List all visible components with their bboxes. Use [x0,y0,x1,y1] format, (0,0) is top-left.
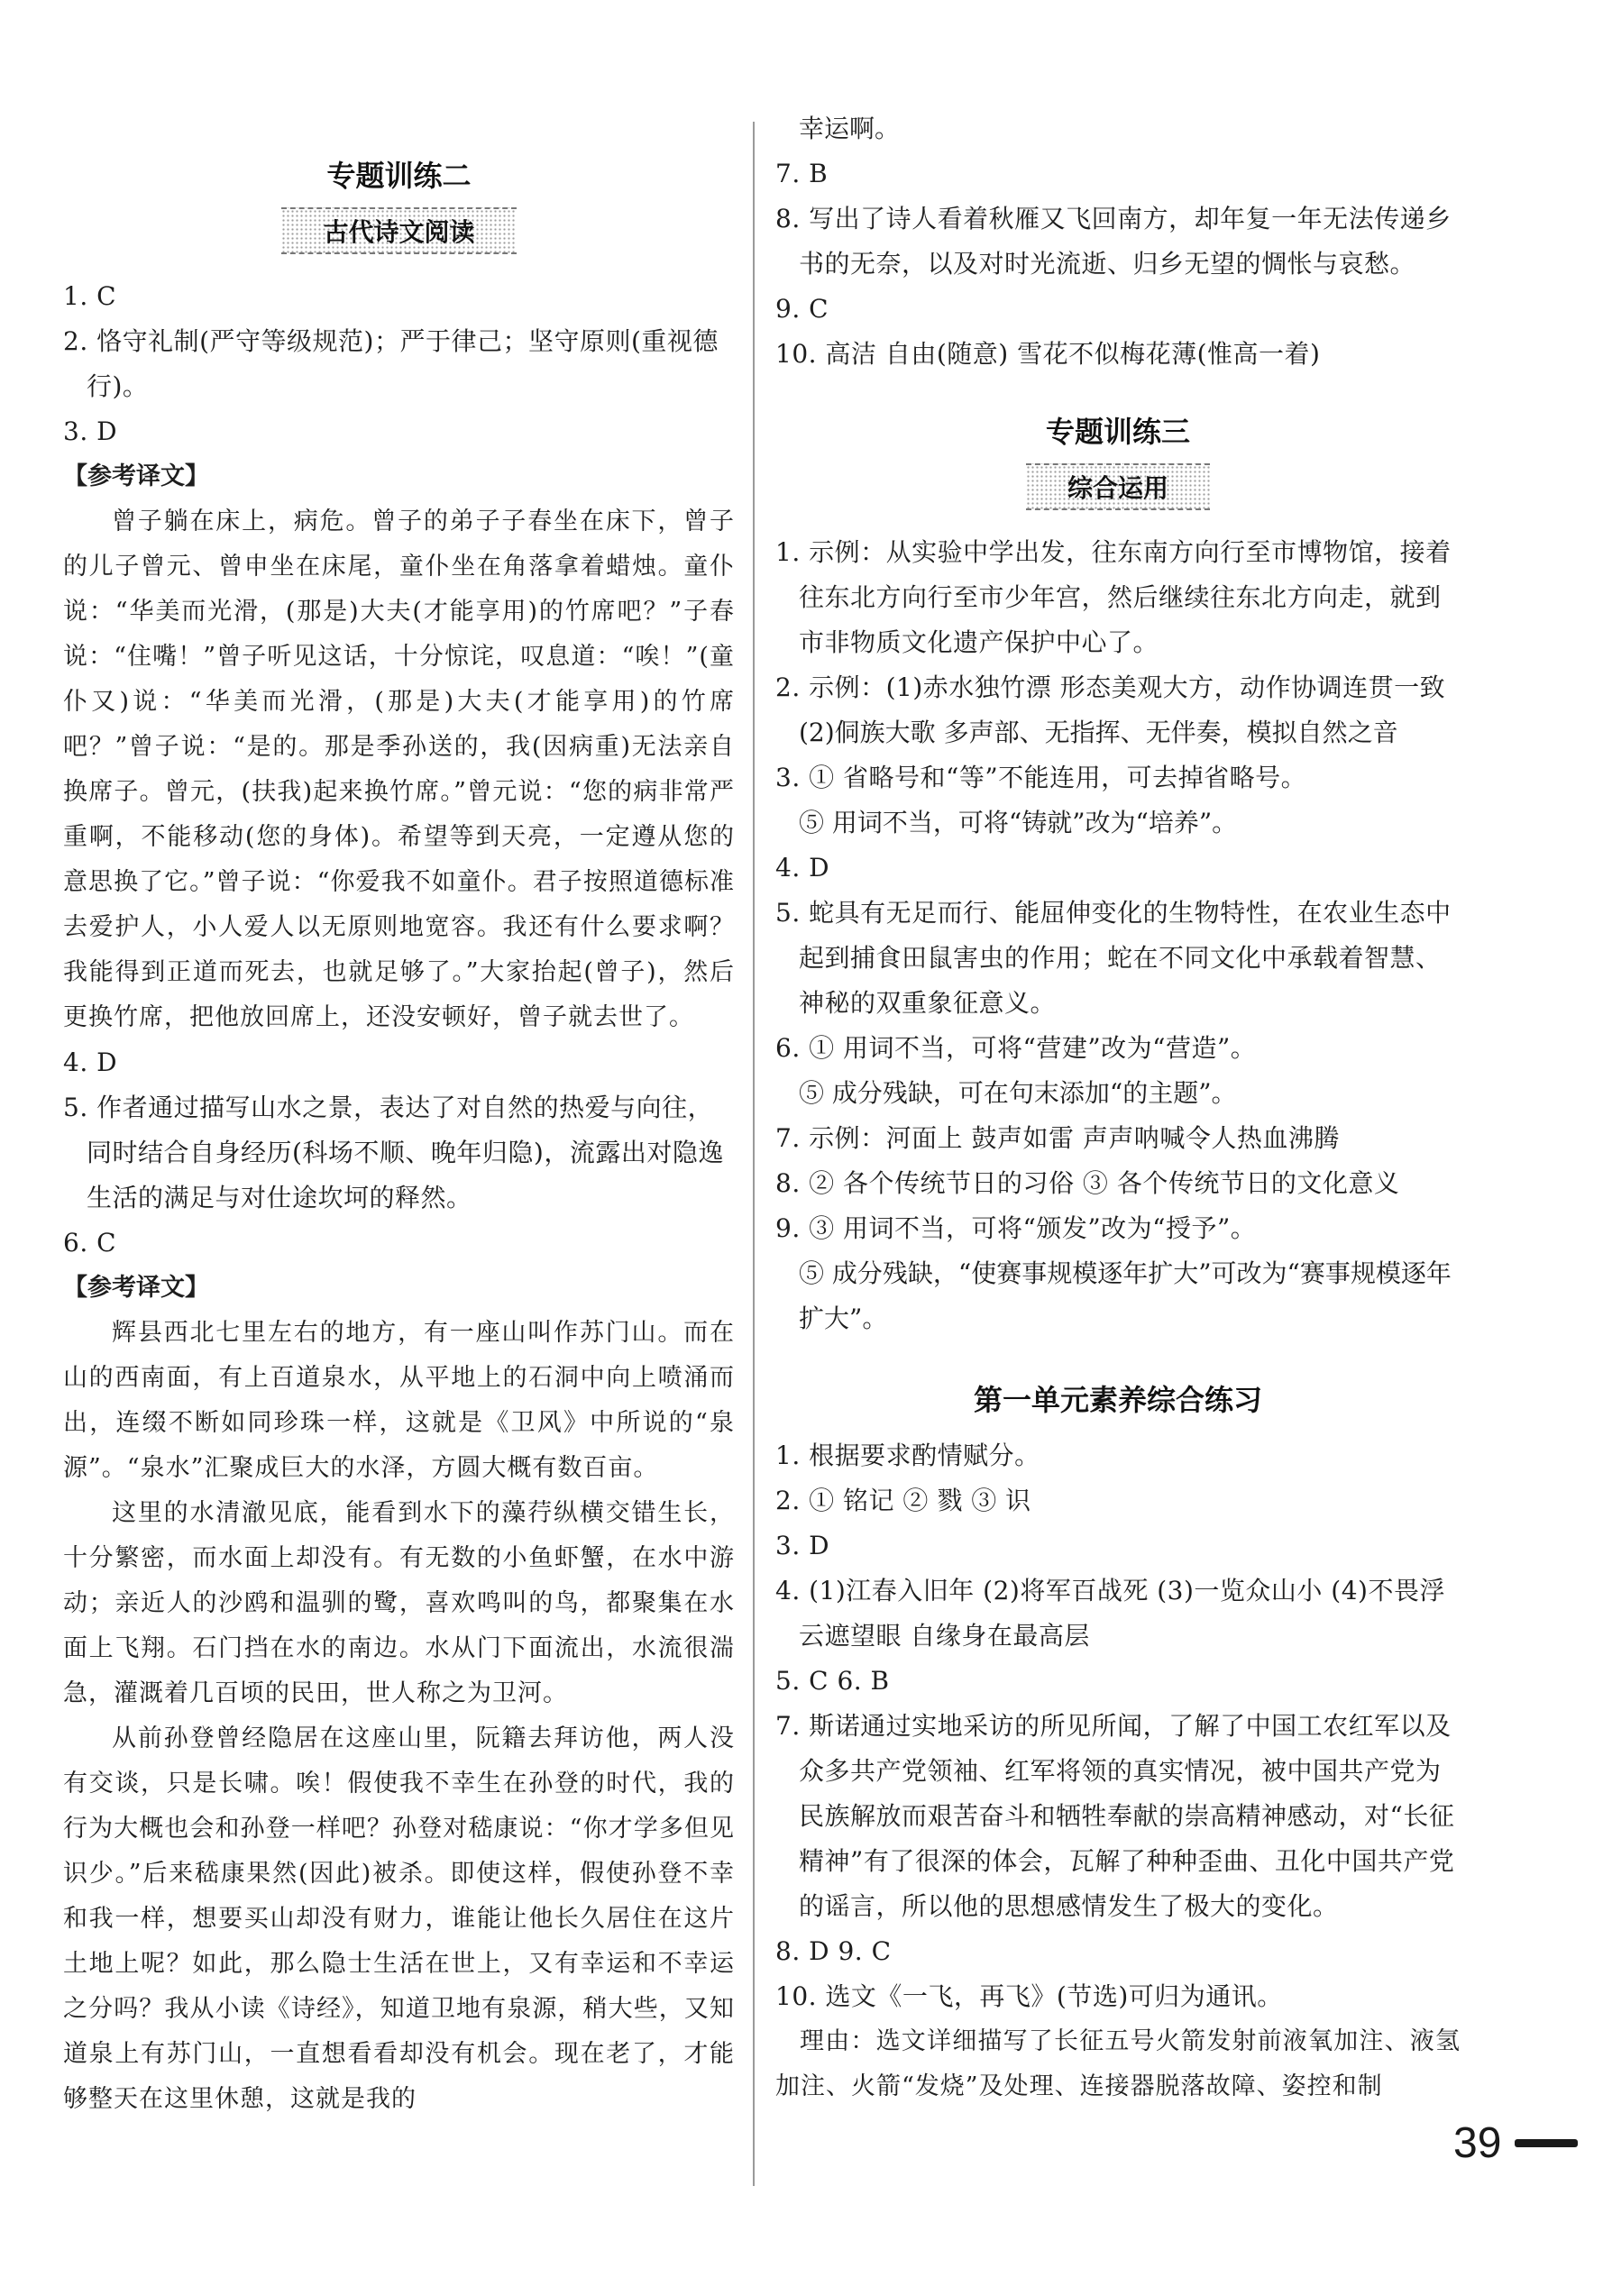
translation-paragraph: 辉县西北七里左右的地方，有一座山叫作苏门山。而在山的西南面，有上百道泉水，从平地上的石洞中向上喷涌而出，连缀不断如同珍珠一样，这就是《卫风》中所说的“泉源”。“泉水”汇聚成巨大的水泽，方圆大概有数百亩。 [63,1319,735,1482]
answer-2: 2. 示例：(1)赤水独竹漂 形态美观大方，动作协调连贯一致 [775,672,1446,702]
answer-3: 3. D [775,1531,830,1560]
answer-6: 6. C [63,1228,117,1258]
right-column [775,106,1461,2109]
page-number-bar [1515,2139,1578,2147]
answer-9: 9. C [775,294,829,324]
answer-3: 3. D [63,416,118,446]
answer-10: 10. 选文《一飞，再飞》(节选)可归为通讯。 [775,1981,1283,2011]
answer-3: 3. ① 省略号和“等”不能连用，可去掉省略号。 [775,763,1307,792]
answer-6: 6. ① 用词不当，可将“营建”改为“营造”。 [775,1033,1257,1063]
answer-8-9: 8. D 9. C [775,1936,892,1966]
column-divider [753,122,755,2186]
translation-paragraph: 这里的水清澈见底，能看到水下的藻荇纵横交错生长，十分繁密，而水面上却没有。有无数的小鱼虾蟹，在水中游动；亲近人的沙鸥和温驯的鹭，喜欢鸣叫的鸟，都聚集在水面上飞翔。石门挡在水的南边。水从门下面流出，水流很湍急，灌溉着几百顷的民田，世人称之为卫河。 [63,1499,735,1707]
section-title-2: 专题训练二 [326,159,472,193]
reference-translation-label: 【参考译文】 [63,462,209,490]
answer-7: 7. B [775,159,829,188]
answer-6-part-2: ⑤ 成分残缺，可在句末添加“的主题”。 [799,1078,1237,1108]
answer-8: 8. 写出了诗人看着秋雁又飞回南方，却年复一年无法传递乡书的无奈，以及对时光流逝、归乡无望的惆怅与哀愁。 [775,204,1452,279]
answer-1: 1. 示例：从实验中学出发，往东南方向行至市博物馆，接着往东北方向行至市少年宫，然后继续往东北方向走，就到市非物质文化遗产保护中心了。 [775,537,1452,657]
translation-paragraph: 曾子躺在床上，病危。曾子的弟子子春坐在床下，曾子的儿子曾元、曾申坐在床尾，童仆坐在角落拿着蜡烛。童仆说：“华美而光滑，(那是)大夫(才能享用)的竹席吧？”子春说：“住嘴！”曾子听见这话，十分惊诧，叹息道：“唉！”(童仆又)说：“华美而光滑，(那是)大夫(才能享用)的竹席吧？”曾子说：“是的。那是季孙送的，我(因病重)无法亲自换席子。曾元，(扶我)起来换竹席。”曾元说：“您的病非常严重啊，不能移动(您的身体)。希望等到天亮，一定遵从您的意思换了它。”曾子说：“你爱我不如童仆。君子按照道德标准去爱护人，小人爱人以无原则地宽容。我还有什么要求啊？我能得到正道而死去，也就足够了。”大家抬起(曾子)，然后更换竹席，把他放回席上，还没安顿好，曾子就去世了。 [63,508,735,1031]
answer-3-part-2: ⑤ 用词不当，可将“铸就”改为“培养”。 [799,808,1238,837]
answer-4: 4. (1)江春入旧年 (2)将军百战死 (3)一览众山小 (4)不畏浮云遮望眼 自缘身在最高层 [775,1576,1445,1651]
unit-title: 第一单元素养综合练习 [973,1383,1262,1417]
page-number: 39 [1453,2119,1502,2167]
answer-7: 7. 示例：河面上 鼓声如雷 声声呐喊令人热血沸腾 [775,1123,1340,1153]
answer-4: 4. D [775,853,830,883]
answer-4: 4. D [63,1047,118,1077]
continued-text: 幸运啊。 [799,114,901,143]
left-column [63,153,735,2122]
answer-5: 5. 蛇具有无足而行、能屈伸变化的生物特性，在农业生态中起到捕食田鼠害虫的作用；蛇在不同文化中承载着智慧、神秘的双重象征意义。 [775,898,1452,1018]
answer-5-6: 5. C 6. B [775,1666,890,1696]
section-title-3: 专题训练三 [1045,415,1190,449]
answer-2: 2. 恪守礼制(严守等级规范)；严于律己；坚守原则(重视德行)。 [63,326,719,401]
answer-1: 1. 根据要求酌情赋分。 [775,1441,1040,1470]
answer-8: 8. ② 各个传统节日的习俗 ③ 各个传统节日的文化意义 [775,1168,1400,1198]
reference-translation-label: 【参考译文】 [63,1274,209,1302]
answer-10-reason: 理由：选文详细描写了长征五号火箭发射前液氧加注、液氢加注、火箭“发烧”及处理、连接器脱落故障、姿控和制 [775,2027,1461,2100]
answer-2: 2. ① 铭记 ② 戮 ③ 识 [775,1486,1031,1515]
answer-1: 1. C [63,281,117,311]
section-subtitle-2: 古代诗文阅读 [281,207,516,254]
answer-9: 9. ③ 用词不当，可将“颁发”改为“授予”。 [775,1213,1257,1243]
translation-paragraph: 从前孙登曾经隐居在这座山里，阮籍去拜访他，两人没有交谈，只是长啸。唉！假使我不幸生在孙登的时代，我的行为大概也会和孙登一样吧？孙登对嵇康说：“你才学多但见识少。”后来嵇康果然(因此)被杀。即使这样，假使孙登不幸和我一样，想要买山却没有财力，谁能让他长久居住在这片土地上呢？如此，那么隐士生活在世上，又有幸运和不幸运之分吗？我从小读《诗经》，知道卫地有泉源，稍大些，又知道泉上有苏门山，一直想看看却没有机会。现在老了，才能够整天在这里休憩，这就是我的 [63,1724,735,2113]
answer-10: 10. 高洁 自由(随意) 雪花不似梅花薄(惟高一着) [775,339,1321,369]
section-subtitle-3: 综合运用 [1026,463,1210,510]
answer-7: 7. 斯诺通过实地采访的所见所闻，了解了中国工农红军以及众多共产党领袖、红军将领的真实情况，被中国共产党为民族解放而艰苦奋斗和牺牲奉献的崇高精神感动，对“长征精神”有了很深的体会，瓦解了种种歪曲、丑化中国共产党的谣言，所以他的思想感情发生了极大的变化。 [775,1711,1455,1921]
answer-5: 5. 作者通过描写山水之景，表达了对自然的热爱与向往，同时结合自身经历(科场不顺、晚年归隐)，流露出对隐逸生活的满足与对仕途坎坷的释然。 [63,1093,724,1212]
answer-2-part-2: (2)侗族大歌 多声部、无指挥、无伴奏，模拟自然之音 [799,718,1398,747]
answer-9-part-2: ⑤ 成分残缺，“使赛事规模逐年扩大”可改为“赛事规模逐年扩大”。 [799,1258,1452,1333]
